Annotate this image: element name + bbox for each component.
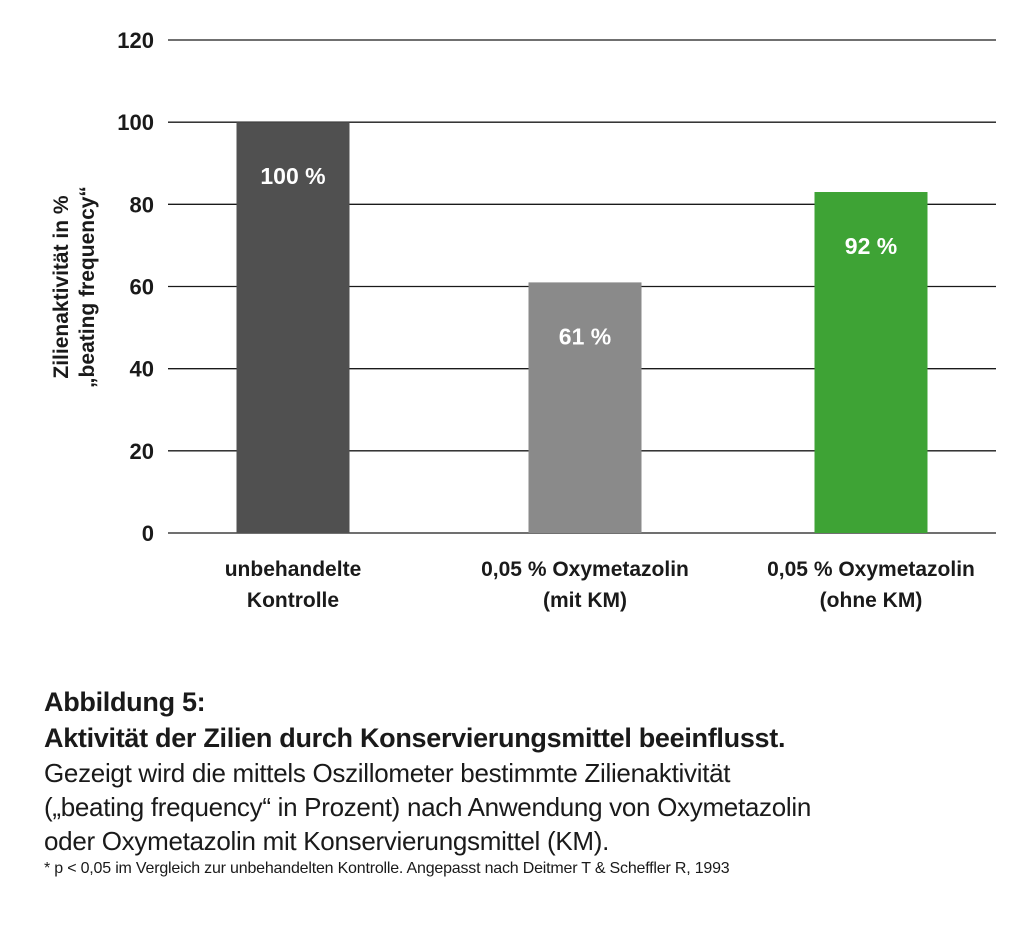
x-category-label-2-line-2: (mit KM) (543, 589, 627, 612)
y-axis-label (50, 186, 99, 388)
y-tick-label-80: 80 (129, 192, 154, 218)
bar-data-label-2: 61 % (558, 323, 612, 350)
caption-title: Aktivität der Zilien durch Konservierungsmittel beeinflusst. (44, 723, 786, 753)
x-category-label-2-line-1: 0,05 % Oxymetazolin (481, 558, 689, 581)
y-axis-label-line-1: Zilienaktivität in % (50, 195, 73, 379)
bar-data-label-1: 100 % (260, 163, 326, 190)
x-category-label-3-line-2: (ohne KM) (819, 589, 923, 612)
y-tick-label-20: 20 (129, 438, 154, 464)
y-tick-label-0: 0 (141, 521, 154, 546)
x-category-label-3-line-1: 0,05 % Oxymetazolin (767, 558, 975, 581)
bar-data-label-3: 92 % (844, 233, 898, 260)
x-category-label-1-line-1: unbehandelte (224, 558, 362, 581)
figure-caption (44, 684, 1004, 880)
y-axis-label-line-2: „beating frequency“ (76, 186, 99, 388)
y-tick-label-40: 40 (129, 356, 154, 382)
y-tick-label-60: 60 (129, 274, 154, 300)
bar-2 (529, 282, 642, 533)
caption-line-3: oder Oxymetazolin mit Konservierungsmittel (KM). (44, 826, 610, 856)
caption-label: Abbildung 5: (44, 687, 206, 717)
y-tick-label-100: 100 (117, 110, 154, 136)
caption-line-1: Gezeigt wird die mittels Oszillometer bestimmte Zilienaktivität (44, 758, 731, 788)
x-category-label-1-line-2: Kontrolle (246, 589, 340, 612)
caption-footnote: * p < 0,05 im Vergleich zur unbehandelten Kontrolle. Angepasst nach Deitmer T & Scheffler R, 1993 (44, 860, 730, 877)
caption-line-2: („beating frequency“ in Prozent) nach Anwendung von Oxymetazolin (44, 792, 812, 822)
y-tick-label-120: 120 (117, 28, 154, 53)
